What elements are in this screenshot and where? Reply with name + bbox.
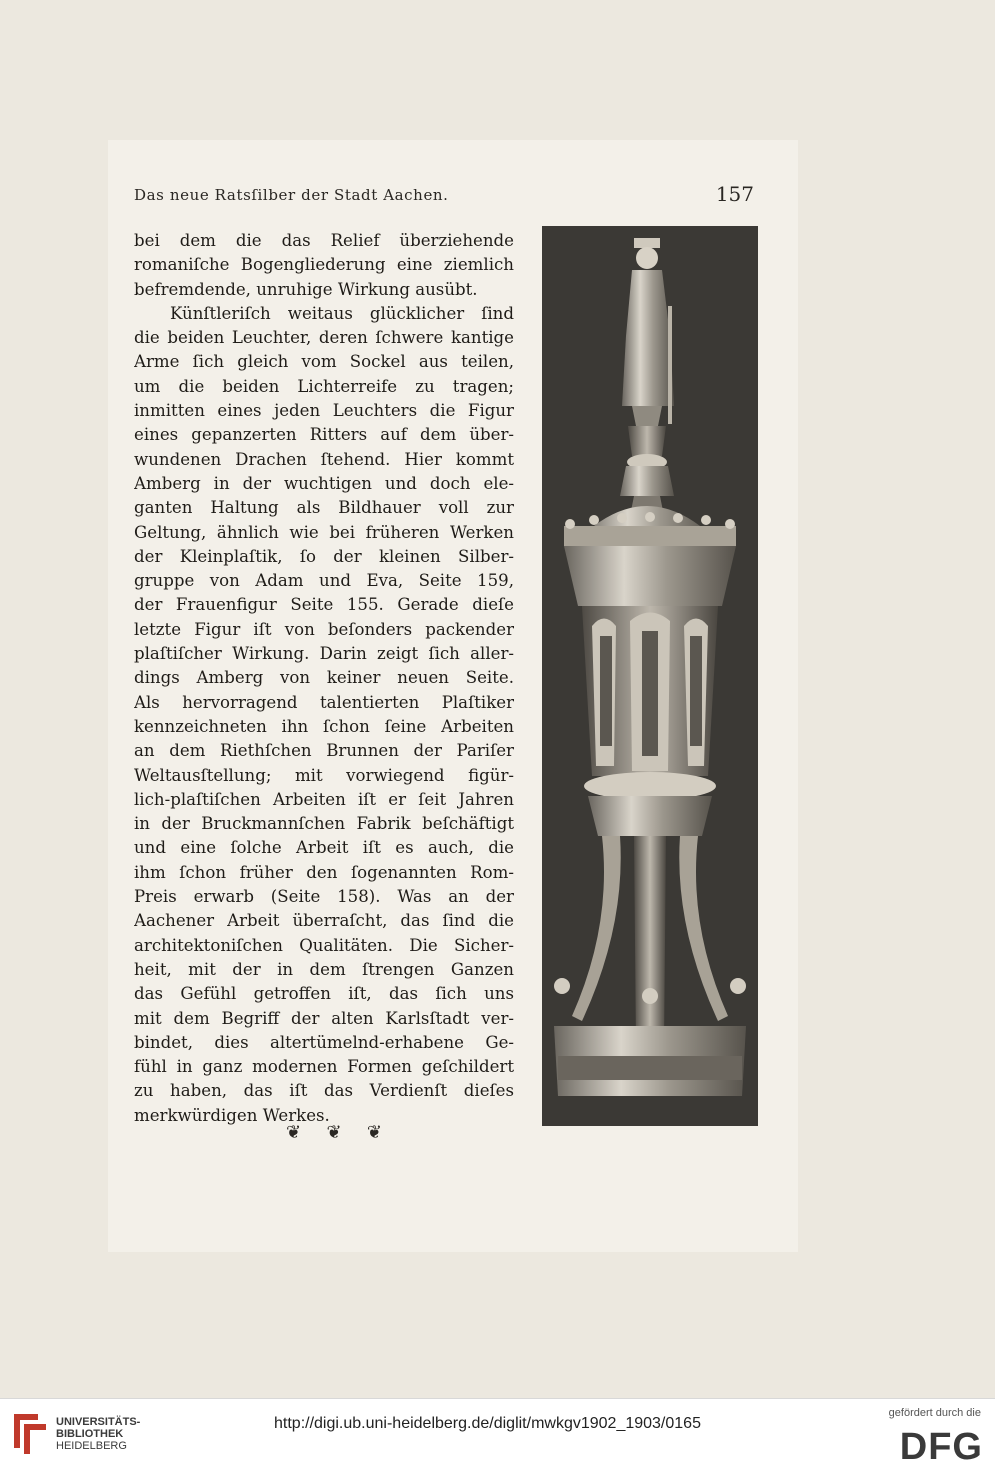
text-line: bei dem die das Relief überziehende (134, 231, 514, 250)
running-head (134, 182, 754, 208)
text-line: Geltung, ähnlich wie bei früheren Werken (134, 522, 514, 542)
text-line: die beiden Leuchter, deren ſchwere kantige (134, 328, 514, 348)
fleuron-icon: ❦ (326, 1121, 342, 1143)
section-ornament (286, 1118, 382, 1146)
text-line: in der Bruckmannſchen Fabrik beſchäftigt (134, 814, 514, 834)
fleuron-icon: ❦ (366, 1121, 382, 1143)
text-line: mit dem Begriff der alten Karlsſtadt ver- (134, 1008, 514, 1028)
silver-centerpiece-illustration (542, 226, 758, 1126)
body-text (134, 229, 514, 1128)
text-line: kennzeichneten ihn ſchon ſeine Arbeiten (134, 716, 514, 736)
text-line: an dem Riethſchen Brunnen der Pariſer (134, 741, 514, 761)
text-line: lich-plaſtiſchen Arbeiten iſt er ſeit Jahren (134, 789, 514, 809)
library-name-line: HEIDELBERG (56, 1440, 127, 1452)
library-name-line: BIBLIOTHEK (56, 1428, 124, 1440)
text-line: heit, mit der in dem ſtrengen Ganzen (134, 959, 514, 979)
text-line: befremdende, unruhige Wirkung ausübt. (134, 279, 478, 299)
text-line: Weltausſtellung; mit vorwiegend figür- (134, 765, 514, 785)
funding-note: gefördert durch die (888, 1407, 981, 1419)
text-line: Arme ſich gleich vom Sockel aus teilen, (134, 352, 514, 372)
fleuron-icon: ❦ (286, 1121, 302, 1143)
text-line: ihm ſchon früher den ſogenannten Rom- (134, 862, 514, 882)
page-number: 157 (715, 182, 754, 206)
text-line: romaniſche Bogengliederung eine ziemlich (134, 255, 514, 275)
text-line: dings Amberg von keiner neuen Seite. (134, 668, 514, 688)
text-line: fühl in ganz modernen Formen geſchildert (134, 1057, 514, 1077)
dfg-logo: DFG (899, 1426, 983, 1468)
text-line: plaſtiſcher Wirkung. Darin zeigt ſich aller- (134, 644, 514, 664)
centerpiece-photo (542, 226, 758, 1126)
running-title: Das neue Ratsſilber der Stadt Aachen. (134, 186, 449, 204)
text-line: Preis erwarb (Seite 158). Was an der (134, 887, 514, 907)
text-line: das Gefühl getroffen iſt, das ſich uns (134, 984, 514, 1004)
text-line: merkwürdigen Werkes. (134, 1105, 330, 1125)
library-name-line: UNIVERSITÄTS- (56, 1416, 141, 1428)
text-line: zu haben, das iſt das Verdienſt dieſes (134, 1081, 514, 1101)
text-line: wundenen Drachen ſtehend. Hier kommt (134, 449, 514, 469)
text-line: inmitten eines jeden Leuchters die Figur (134, 401, 514, 421)
footer-bar (0, 1398, 995, 1471)
text-line: ganten Haltung als Bildhauer voll zur (134, 498, 514, 518)
text-line: um die beiden Lichterreife zu tragen; (134, 376, 514, 396)
text-line: Künſtleriſch weitaus glücklicher ſind (170, 303, 514, 323)
text-line: eines gepanzerten Ritters auf dem über- (134, 425, 514, 445)
library-name (56, 1416, 140, 1452)
text-line: bindet, dies altertümelnd-erhabene Ge- (134, 1032, 514, 1052)
text-line: Amberg in der wuchtigen und doch ele- (134, 473, 514, 493)
text-line: Aachener Arbeit überraſcht, das ſind die (134, 911, 514, 931)
university-library-logo-icon (10, 1408, 50, 1458)
text-line: architektoniſchen Qualitäten. Die Sicher- (134, 935, 514, 955)
text-line: der Frauenfigur Seite 155. Gerade dieſe (134, 595, 514, 615)
text-line: letzte Figur iſt von beſonders packender (134, 619, 514, 639)
text-line: Als hervorragend talentierten Plaſtiker (134, 692, 514, 712)
source-url-link[interactable]: http://digi.ub.uni-heidelberg.de/diglit/mwkgv1902_1903/0165 (274, 1415, 701, 1432)
text-line: der Kleinplaſtik, ſo der kleinen Silber- (134, 546, 514, 566)
text-line: und eine ſolche Arbeit iſt es auch, die (134, 838, 514, 858)
text-line: gruppe von Adam und Eva, Seite 159, (134, 571, 514, 591)
